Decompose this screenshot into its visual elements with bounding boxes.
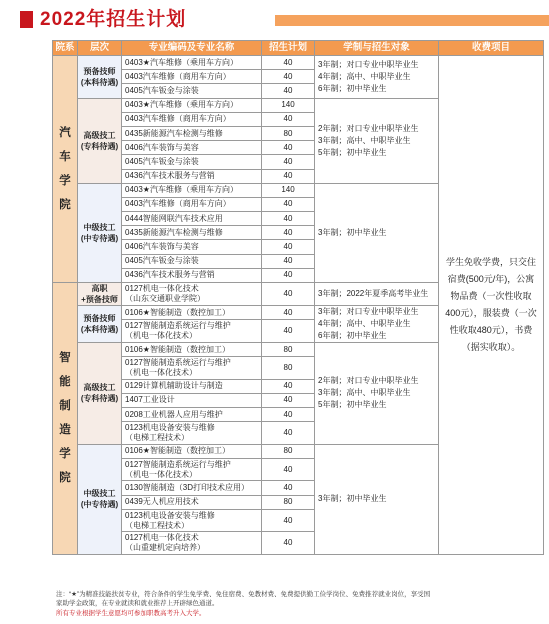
- major-cell: [122, 458, 262, 481]
- fee-cell: 学生免收学费，只交住宿费(500元/年)，公寓物品费（一次性收取400元），服装费（一次性收取480元），书费（据实收取）。: [439, 56, 544, 555]
- dept-char: 能: [59, 376, 71, 389]
- major-text: 0405汽车钣金与涂装: [125, 156, 199, 166]
- major-cell: [122, 283, 262, 306]
- system-text: 3年制；高中、中职毕业生: [318, 388, 411, 398]
- title-banner: [20, 9, 549, 31]
- system-text: 3年制；初中毕业生: [318, 494, 387, 504]
- major-cell: [122, 495, 262, 509]
- dept-char: 学: [59, 175, 71, 187]
- major-text: 0123机电设备安装与维修: [125, 510, 215, 520]
- system-text: 6年制；初中毕业生: [318, 331, 387, 340]
- level-text: (本科待遇): [80, 325, 119, 334]
- major-text: 0403汽车维修（商用车方向）: [125, 114, 231, 124]
- system-text: 5年制；初中毕业生: [318, 400, 387, 410]
- system-text: 2年制；对口专业中职毕业生: [318, 123, 419, 133]
- major-text: 0127机电一体化技术: [125, 533, 199, 543]
- major-cell: [122, 509, 262, 532]
- plan-cell: 40: [262, 212, 315, 226]
- system-cell: [315, 306, 439, 343]
- system-text: 4年制；高中、中职毕业生: [318, 71, 411, 81]
- system-text: 3年制；对口专业中职毕业生: [318, 307, 419, 316]
- major-text: 0403汽车维修（商用车方向）: [125, 199, 231, 209]
- plan-cell: 40: [262, 320, 315, 343]
- plan-cell: 40: [262, 254, 315, 268]
- dept-char: 汽: [59, 127, 71, 139]
- level-text: 高级技工: [83, 383, 116, 393]
- major-text: 0435新能源汽车检测与维修: [125, 128, 223, 138]
- plan-cell: 40: [262, 155, 315, 169]
- major-text: 0127智能制造系统运行与维护: [125, 321, 231, 331]
- major-cell: [122, 481, 262, 495]
- dept-char: 学: [59, 448, 71, 461]
- system-cell: [315, 98, 439, 183]
- major-text: 0106★智能制造（数控加工）: [125, 307, 230, 317]
- major-text: 1407工业设计: [125, 395, 175, 405]
- major-text: 0405汽车钣金与涂装: [125, 85, 199, 95]
- major-text: 0127智能制造系统运行与维护: [125, 357, 231, 367]
- major-cell: [122, 254, 262, 268]
- header-system: 学制与招生对象: [315, 41, 439, 56]
- level-text: 中级技工: [83, 489, 116, 499]
- header-dept: 院系: [53, 41, 78, 56]
- plan-cell: 80: [262, 126, 315, 140]
- plan-cell: 80: [262, 357, 315, 380]
- major-cell: [122, 357, 262, 380]
- major-cell: [122, 379, 262, 393]
- dept-name: [53, 283, 78, 555]
- level-cell: [78, 306, 122, 343]
- level-text: 中级技工: [83, 222, 116, 232]
- page-title: 2022年招生计划: [40, 9, 187, 30]
- major-cell: [122, 408, 262, 422]
- level-cell: [78, 444, 122, 554]
- major-text: 0403★汽车维修（乘用车方向）: [125, 57, 238, 67]
- dept-char: 院: [59, 472, 71, 485]
- plan-cell: 80: [262, 444, 315, 458]
- major-cell: [122, 306, 262, 320]
- dept-char: 制: [59, 400, 71, 413]
- major-cell: [122, 70, 262, 84]
- table-header-row: [53, 41, 544, 56]
- major-text: 0435新能源汽车检测与维修: [125, 227, 223, 237]
- dept-char: 院: [59, 199, 71, 211]
- major-cell: [122, 422, 262, 445]
- system-text: 3年制；高中、中职毕业生: [318, 135, 411, 145]
- system-text: 2年制；对口专业中职毕业生: [318, 376, 419, 386]
- major-text: 0406汽车装饰与美容: [125, 142, 199, 152]
- plan-cell: 40: [262, 112, 315, 126]
- major-cell: [122, 183, 262, 197]
- system-cell: [315, 283, 439, 306]
- footnote-red: 所有专业根据学生意愿均可参加职教高考升入大学。: [56, 610, 206, 617]
- major-cell: [122, 197, 262, 211]
- major-text: 0444智能网联汽车技术应用: [125, 213, 223, 223]
- major-text: 0127机电一体化技术: [125, 284, 199, 293]
- dept-char: 车: [59, 151, 71, 163]
- major-cell: [122, 240, 262, 254]
- major-text: 0106★智能制造（数控加工）: [125, 446, 230, 456]
- major-text: 0403★汽车维修（乘用车方向）: [125, 100, 238, 110]
- major-cell: [122, 141, 262, 155]
- major-text: 0123机电设备安装与维修: [125, 423, 215, 432]
- major-text: 0436汽车技术服务与营销: [125, 171, 215, 181]
- level-text: +预备技师: [81, 295, 118, 304]
- level-text: (中专待遇): [80, 233, 119, 243]
- major-text: （机电一体化技术）: [125, 331, 197, 341]
- major-cell: [122, 56, 262, 70]
- plan-cell: 40: [262, 408, 315, 422]
- system-text: 6年制；初中毕业生: [318, 83, 387, 93]
- system-text: 3年制；2022年夏季高考毕业生: [318, 289, 429, 298]
- footnote-line-2: 家助学金政策，在专业就读和就业推荐上开辟绿色通道。: [56, 600, 219, 607]
- plan-cell: 40: [262, 458, 315, 481]
- footnote-line-1: 注：“★”为精准技能扶贫专业，符合条件的学生免学费、免住宿费、免教材费、免费提供勤工俭学岗位、免费推荐就业岗位，享受国: [56, 591, 431, 598]
- plan-cell: 40: [262, 283, 315, 306]
- major-text: （山东交通职业学院）: [125, 294, 205, 303]
- level-text: (专科待遇): [80, 394, 119, 404]
- plan-cell: 40: [262, 169, 315, 183]
- level-text: 高职: [91, 284, 108, 293]
- major-text: 0439无人机应用技术: [125, 497, 199, 507]
- plan-cell: 40: [262, 70, 315, 84]
- level-text: 高级技工: [83, 130, 116, 140]
- major-text: 0129计算机辅助设计与制造: [125, 381, 223, 391]
- plan-cell: 40: [262, 141, 315, 155]
- level-text: 预备技师: [83, 66, 116, 76]
- plan-cell: 40: [262, 422, 315, 445]
- plan-cell: 40: [262, 379, 315, 393]
- system-text: 4年制；高中、中职毕业生: [318, 319, 411, 328]
- plan-cell: 140: [262, 98, 315, 112]
- major-cell: [122, 212, 262, 226]
- header-fee: 收费项目: [439, 41, 544, 56]
- plan-cell: 40: [262, 240, 315, 254]
- major-text: （机电一体化技术）: [125, 367, 197, 377]
- major-text: （机电一体化技术）: [125, 469, 197, 479]
- plan-cell: 40: [262, 532, 315, 555]
- major-cell: [122, 226, 262, 240]
- major-text: 0130智能制造（3D打印技术应用）: [125, 483, 250, 493]
- major-cell: [122, 343, 262, 357]
- major-text: （电梯工程技术）: [125, 433, 189, 442]
- header-plan: 招生计划: [262, 41, 315, 56]
- level-text: (中专待遇): [80, 500, 119, 510]
- dept-char: 智: [59, 352, 71, 365]
- major-text: 0127智能制造系统运行与维护: [125, 459, 231, 469]
- major-cell: [122, 126, 262, 140]
- major-cell: [122, 532, 262, 555]
- major-cell: [122, 393, 262, 407]
- header-level: 层次: [78, 41, 122, 56]
- table-body: [53, 56, 544, 555]
- plan-cell: 40: [262, 393, 315, 407]
- major-text: 0406汽车装饰与美容: [125, 242, 199, 252]
- level-cell: [78, 183, 122, 282]
- plan-cell: 40: [262, 481, 315, 495]
- plan-cell: 40: [262, 268, 315, 282]
- plan-cell: 80: [262, 495, 315, 509]
- title-marker: [20, 11, 33, 28]
- major-cell: [122, 444, 262, 458]
- system-cell: [315, 56, 439, 99]
- level-text: 预备技师: [83, 314, 116, 323]
- plan-cell: 40: [262, 509, 315, 532]
- level-text: (本科待遇): [80, 77, 119, 87]
- major-text: 0403汽车维修（商用车方向）: [125, 71, 231, 81]
- dept-name: [53, 56, 78, 283]
- major-cell: [122, 155, 262, 169]
- level-text: (专科待遇): [80, 141, 119, 151]
- enrollment-table: [52, 40, 544, 555]
- major-cell: [122, 320, 262, 343]
- plan-cell: 80: [262, 343, 315, 357]
- level-cell: [78, 98, 122, 183]
- header-major: 专业编码及专业名称: [122, 41, 262, 56]
- major-text: 0405汽车钣金与涂装: [125, 256, 199, 266]
- major-text: 0436汽车技术服务与营销: [125, 270, 215, 280]
- level-cell: [78, 283, 122, 306]
- major-text: （山重建机定向培养）: [125, 543, 205, 553]
- plan-cell: 40: [262, 56, 315, 70]
- plan-cell: 40: [262, 306, 315, 320]
- major-cell: [122, 169, 262, 183]
- major-text: 0403★汽车维修（乘用车方向）: [125, 185, 238, 195]
- major-text: 0208工业机器人应用与维护: [125, 409, 223, 419]
- title-decor-bar: [275, 15, 549, 26]
- plan-cell: 40: [262, 226, 315, 240]
- system-cell: [315, 343, 439, 445]
- major-cell: [122, 84, 262, 98]
- plan-cell: 40: [262, 197, 315, 211]
- system-cell: [315, 444, 439, 554]
- major-text: 0106★智能制造（数控加工）: [125, 344, 230, 354]
- system-text: 3年制；初中毕业生: [318, 227, 387, 237]
- system-cell: [315, 183, 439, 282]
- level-cell: [78, 343, 122, 445]
- plan-cell: 140: [262, 183, 315, 197]
- major-cell: [122, 268, 262, 282]
- plan-cell: 40: [262, 84, 315, 98]
- major-text: （电梯工程技术）: [125, 520, 189, 530]
- major-cell: [122, 112, 262, 126]
- major-cell: [122, 98, 262, 112]
- system-text: 5年制；初中毕业生: [318, 147, 387, 157]
- level-cell: [78, 56, 122, 99]
- dept-char: 造: [59, 424, 71, 437]
- table-row: [53, 56, 544, 70]
- system-text: 3年制；对口专业中职毕业生: [318, 59, 419, 69]
